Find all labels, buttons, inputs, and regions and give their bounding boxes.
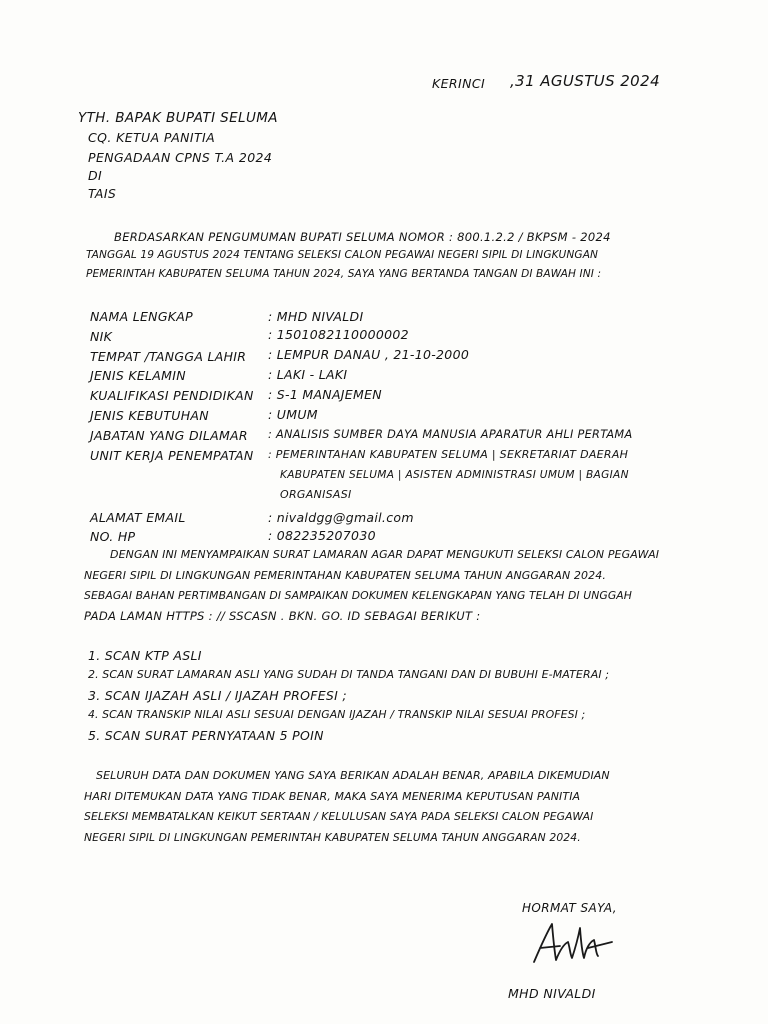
recipient-line-2: CQ. KETUA PANITIA [88,130,216,145]
field-value-nik: : 1501082110000002 [268,327,409,342]
recipient-line-3: PENGADAAN CPNS T.A 2024 [88,150,273,165]
field-label-jabatan: JABATAN YANG DILAMAR [90,428,248,443]
field-label-nama: NAMA LENGKAP [90,309,193,324]
recipient-line-1: YTH. BAPAK BUPATI SELUMA [78,110,278,126]
field-label-email: ALAMAT EMAIL [90,510,186,525]
field-value-email: : nivaldgg@gmail.com [268,510,414,525]
body-line-4: PADA LAMAN HTTPS : // SSCASN . BKN. GO. ID SEBAGAI BERIKUT : [84,609,481,623]
field-value-unit-kerja-1: : PEMERINTAHAN KABUPATEN SELUMA | SEKRETARIAT DAERAH [268,448,629,461]
body-line-1: DENGAN INI MENYAMPAIKAN SURAT LAMARAN AGAR DAPAT MENGUKUTI SELEKSI CALON PEGAWAI [110,548,660,561]
field-value-jenis-kelamin: : LAKI - LAKI [268,367,348,382]
document-item-5: 5. SCAN SURAT PERNYATAAN 5 POIN [88,728,324,743]
field-value-ttl: : LEMPUR DANAU , 21-10-2000 [268,347,470,362]
field-value-kualifikasi: : S-1 MANAJEMEN [268,387,382,402]
field-value-hp: : 082235207030 [268,528,376,543]
document-item-2: 2. SCAN SURAT LAMARAN ASLI YANG SUDAH DI TANDA TANGANI DAN DI BUBUHI E-MATERAI ; [88,668,610,681]
letter-place: KERINCI [432,76,486,91]
closing-line-3: SELEKSI MEMBATALKAN KEIKUT SERTAAN / KELULUSAN SAYA PADA SELEKSI CALON PEGAWAI [84,810,594,823]
document-item-3: 3. SCAN IJAZAH ASLI / IJAZAH PROFESI ; [88,688,347,703]
closing-line-1: SELURUH DATA DAN DOKUMEN YANG SAYA BERIKAN ADALAH BENAR, APABILA DIKEMUDIAN [96,769,610,782]
field-value-nama: : MHD NIVALDI [268,309,364,324]
signature-greeting: HORMAT SAYA, [522,901,617,915]
document-item-1: 1. SCAN KTP ASLI [88,648,202,663]
intro-line-2: TANGGAL 19 AGUSTUS 2024 TENTANG SELEKSI CALON PEGAWAI NEGERI SIPIL DI LINGKUNGAN [86,249,599,261]
field-label-jenis-kelamin: JENIS KELAMIN [90,368,186,383]
field-label-ttl: TEMPAT /TANGGA LAHIR [90,349,247,364]
field-value-unit-kerja-2: KABUPATEN SELUMA | ASISTEN ADMINISTRASI UMUM | BAGIAN [280,469,629,481]
recipient-line-4: DI [88,168,103,183]
field-label-kebutuhan: JENIS KEBUTUHAN [90,408,209,423]
letter-date: ,31 AGUSTUS 2024 [510,72,661,90]
field-label-nik: NIK [90,329,113,344]
signature-name: MHD NIVALDI [508,986,596,1001]
field-label-unit-kerja: UNIT KERJA PENEMPATAN [90,448,254,463]
field-label-kualifikasi: KUALIFIKASI PENDIDIKAN [90,388,254,403]
closing-line-2: HARI DITEMUKAN DATA YANG TIDAK BENAR, MAKA SAYA MENERIMA KEPUTUSAN PANITIA [84,790,581,803]
signature-mark [526,918,616,968]
field-label-hp: NO. HP [90,529,136,544]
closing-line-4: NEGERI SIPIL DI LINGKUNGAN PEMERINTAH KABUPATEN SELUMA TAHUN ANGGARAN 2024. [84,831,581,844]
body-line-2: NEGERI SIPIL DI LINGKUNGAN PEMERINTAHAN KABUPATEN SELUMA TAHUN ANGGARAN 2024. [84,569,606,582]
field-value-jabatan: : ANALISIS SUMBER DAYA MANUSIA APARATUR AHLI PERTAMA [268,428,633,441]
document-item-4: 4. SCAN TRANSKIP NILAI ASLI SESUAI DENGAN IJAZAH / TRANSKIP NILAI SESUAI PROFESI ; [88,708,586,721]
recipient-line-5: TAIS [88,186,117,201]
body-line-3: SEBAGAI BAHAN PERTIMBANGAN DI SAMPAIKAN DOKUMEN KELENGKAPAN YANG TELAH DI UNGGAH [84,589,633,602]
field-value-kebutuhan: : UMUM [268,407,318,422]
intro-line-3: PEMERINTAH KABUPATEN SELUMA TAHUN 2024, SAYA YANG BERTANDA TANGAN DI BAWAH INI : [86,268,602,280]
intro-line-1: BERDASARKAN PENGUMUMAN BUPATI SELUMA NOMOR : 800.1.2.2 / BKPSM - 2024 [114,230,611,244]
field-value-unit-kerja-3: ORGANISASI [280,488,352,501]
